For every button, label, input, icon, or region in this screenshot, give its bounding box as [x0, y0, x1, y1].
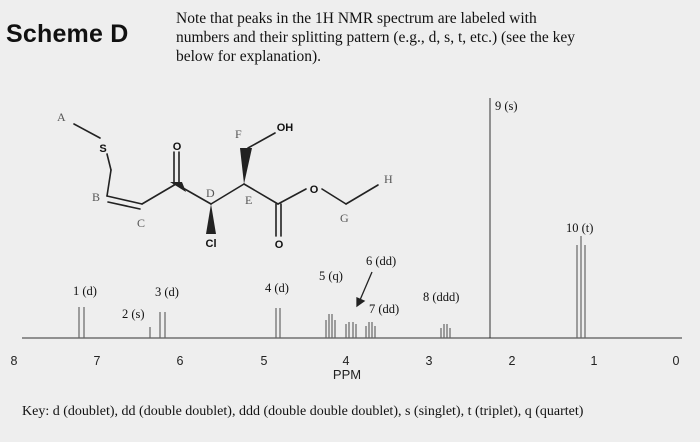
region-label-a: A [57, 110, 66, 124]
tick-3: 3 [425, 354, 433, 368]
peak-3 [160, 312, 165, 338]
atom-o-carbonyl: O [274, 239, 284, 251]
molecule-structure [74, 124, 378, 236]
peak-label-1: 1 (d) [73, 284, 97, 298]
peak-label-3: 3 (d) [155, 285, 179, 299]
key-legend: Key: d (doublet), dd (double doublet), ddd (double double doublet), s (singlet), t (triplet), q (quartet) [22, 404, 584, 419]
peak-6 [346, 322, 356, 338]
annotation-arrow [357, 272, 372, 306]
peak-label-7: 7 (dd) [369, 302, 400, 316]
region-label-f: F [235, 127, 242, 141]
peak-1 [79, 307, 84, 338]
peak-4 [276, 308, 280, 338]
tick-7: 7 [93, 354, 101, 368]
atom-cl: Cl [205, 238, 217, 250]
peak-8 [441, 324, 450, 338]
wedge-bond-e [240, 148, 252, 184]
tick-0: 0 [672, 354, 680, 368]
tick-5: 5 [260, 354, 268, 368]
note-line-1: Note that peaks in the 1H NMR spectrum are labeled with [176, 10, 537, 27]
tick-1: 1 [590, 354, 598, 368]
region-label-c: C [137, 216, 146, 230]
atom-o-ketone: O [172, 141, 182, 153]
atom-oh: OH [276, 122, 294, 134]
tick-8: 8 [10, 354, 18, 368]
region-label-e: E [245, 193, 253, 207]
region-label-d: D [206, 186, 215, 200]
peak-label-2: 2 (s) [122, 307, 145, 321]
peak-label-6: 6 (dd) [366, 254, 397, 268]
peak-label-4: 4 (d) [265, 281, 289, 295]
region-label-g: G [340, 211, 349, 225]
arrow-head-icon [357, 298, 364, 306]
atom-o-ester: O [309, 184, 319, 196]
region-label-h: H [384, 172, 393, 186]
axis-ticks [11, 354, 680, 382]
note-line-2: numbers and their splitting pattern (e.g., d, s, t, etc.) (see the key [176, 29, 576, 46]
peak-10 [577, 236, 585, 338]
peak-label-8: 8 (ddd) [423, 290, 460, 304]
tick-6: 6 [176, 354, 184, 368]
wedge-bond-d [206, 204, 216, 234]
note-line-3: below for explanation). [176, 48, 322, 65]
peak-label-5: 5 (q) [319, 269, 343, 283]
region-labels [57, 110, 393, 230]
axis-title-ppm: PPM [332, 367, 362, 382]
peak-labels [73, 99, 593, 321]
atom-s: S [99, 143, 107, 155]
scheme-title: Scheme D [6, 20, 129, 48]
tick-4: 4 [342, 354, 350, 368]
peak-label-10: 10 (t) [566, 221, 594, 235]
tick-2: 2 [508, 354, 516, 368]
spectrum-frame [22, 98, 682, 338]
peak-5 [326, 314, 335, 338]
peak-7 [366, 322, 375, 338]
peak-label-9: 9 (s) [495, 99, 518, 113]
region-label-b: B [92, 190, 101, 204]
